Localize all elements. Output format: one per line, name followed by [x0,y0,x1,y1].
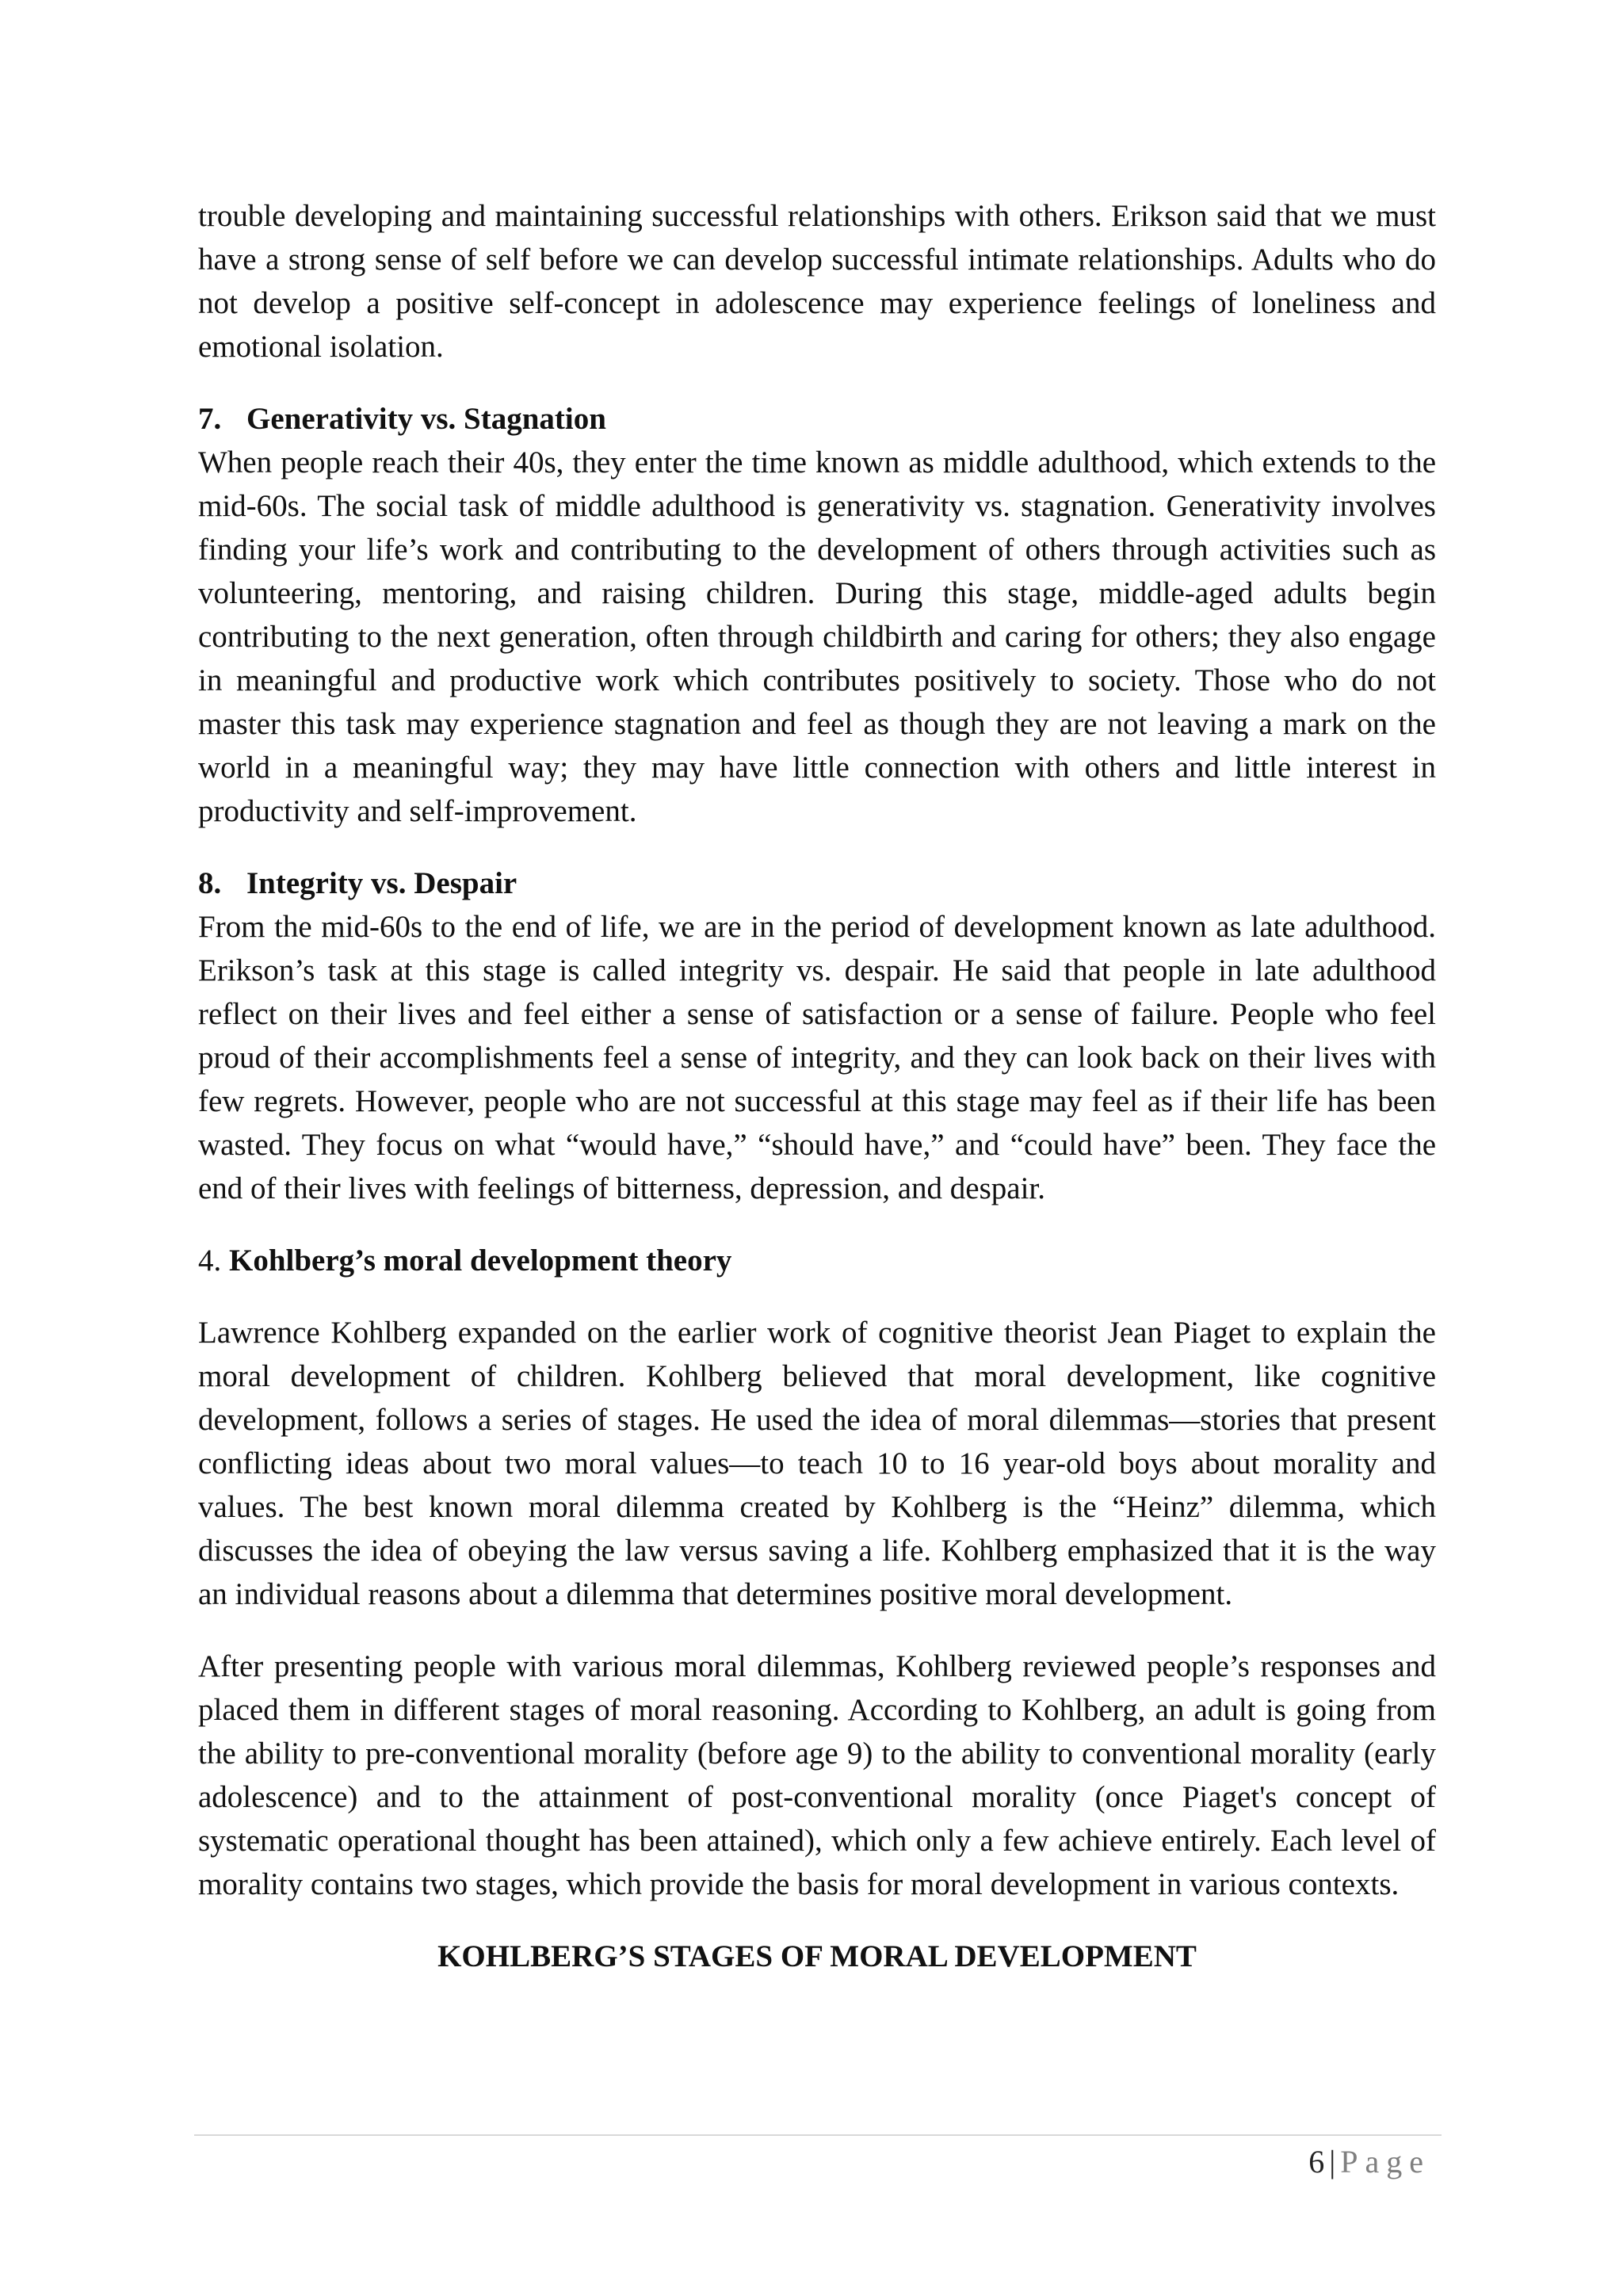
footer-separator: | [1329,2144,1336,2179]
stage-7-title: Generativity vs. Stagnation [246,402,606,436]
page-content [198,194,1436,1978]
stage-8-heading [198,861,1436,905]
kohlberg-paragraph-1: Lawrence Kohlberg expanded on the earlier work of cognitive theorist Jean Piaget to explain the moral development of children. Kohlberg believed that moral development, like cognitive development, follows a series of stages. He used the idea of moral dilemmas—stories that present conflicting ideas about two moral values—to teach 10 to 16 year-old boys about morality and values. The best known moral dilemma created by Kohlberg is the “Heinz” dilemma, which discusses the idea of obeying the law versus saving a life. Kohlberg emphasized that it is the way an individual reasons about a dilemma that determines positive moral development. [198,1316,1436,1611]
section-4-title: Kohlberg’s moral development theory [229,1244,732,1278]
stage-7-heading [198,397,1436,441]
section-4-heading [198,1239,1436,1282]
intro-paragraph: trouble developing and maintaining successful relationships with others. Erikson said that we must have a strong sense of self before we can develop successful intimate relationships. Adults who do not develop a positive self-concept in adolescence may experience feelings of loneliness and emotional isolation. [198,199,1436,364]
section-4-number: 4. [198,1244,222,1278]
footer-divider [194,2134,1442,2136]
page-label: Page [1340,2144,1430,2179]
stage-8-number: 8. [198,866,222,900]
page-footer [1308,2141,1430,2183]
stage-7-body: When people reach their 40s, they enter the time known as middle adulthood, which extends to the mid-60s. The social task of middle adulthood is generativity vs. stagnation. Generativity involves finding your life’s work and contributing to the development of others through activities such as volunteering, mentoring, and raising children. During this stage, middle-aged adults begin contributing to the next generation, often through childbirth and caring for others; they also engage in meaningful and productive work which contributes positively to society. Those who do not master this task may experience stagnation and feel as though they are not leaving a mark on the world in a meaningful way; they may have little connection with others and little interest in productivity and self-improvement. [198,445,1436,828]
stages-heading: KOHLBERG’S STAGES OF MORAL DEVELOPMENT [437,1939,1197,1973]
page-number: 6 [1308,2144,1325,2179]
stage-8-title: Integrity vs. Despair [246,866,517,900]
stage-8-body: From the mid-60s to the end of life, we are in the period of development known as late adulthood. Erikson’s task at this stage is called integrity vs. despair. He said that people in late adulthood reflect on their lives and feel either a sense of satisfaction or a sense of failure. People who feel proud of their accomplishments feel a sense of integrity, and they can look back on their lives with few regrets. However, people who are not successful at this stage may feel as if their life has been wasted. They focus on what “would have,” “should have,” and “could have” been. They face the end of their lives with feelings of bitterness, depression, and despair. [198,910,1436,1205]
stage-7-number: 7. [198,402,222,436]
kohlberg-paragraph-2: After presenting people with various moral dilemmas, Kohlberg reviewed people’s responses and placed them in different stages of moral reasoning. According to Kohlberg, an adult is going from the ability to pre-conventional morality (before age 9) to the ability to conventional morality (early adolescence) and to the attainment of post-conventional morality (once Piaget's concept of systematic operational thought has been attained), which only a few achieve entirely. Each level of morality contains two stages, which provide the basis for moral development in various contexts. [198,1649,1436,1901]
